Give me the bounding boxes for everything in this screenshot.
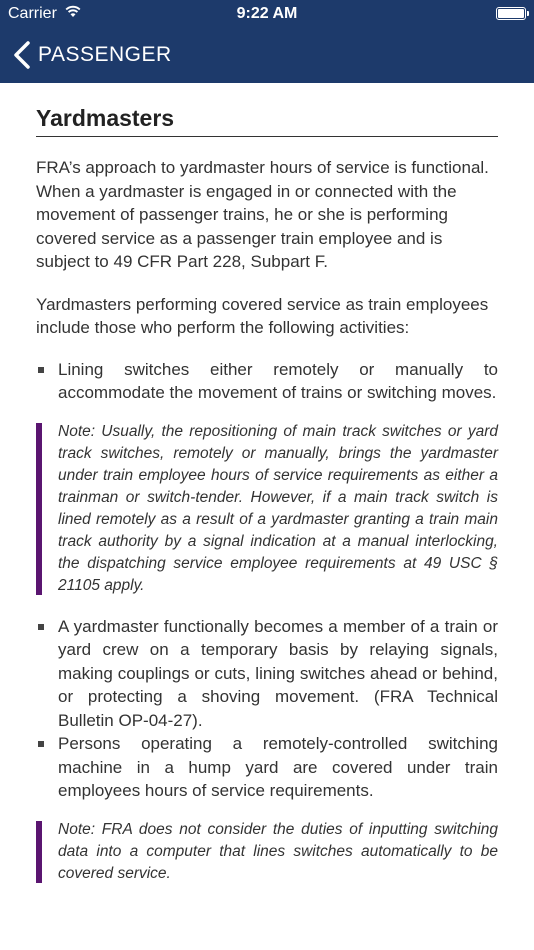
carrier-label: Carrier xyxy=(8,5,57,22)
navigation-bar xyxy=(0,28,534,83)
note-block: Note: FRA does not consider the duties of inputting switching data into a computer that lines switches automatically to be covered service. xyxy=(36,819,498,885)
list-item: Lining switches either remotely or manually to accommodate the movement of trains or switching moves. xyxy=(36,358,498,405)
chevron-left-icon xyxy=(12,40,32,70)
activity-list xyxy=(36,358,498,405)
battery-icon xyxy=(496,7,526,20)
list-item: A yardmaster functionally becomes a member of a train or yard crew on a temporary basis by relaying signals, making couplings or cuts, lining switches ahead or behind, or protecting a shoving movement. (FRA Technical Bulletin OP-04-27). xyxy=(36,615,498,733)
back-button[interactable] xyxy=(12,38,172,72)
section-title: Yardmasters xyxy=(36,105,498,137)
activity-list xyxy=(36,615,498,803)
status-bar xyxy=(0,0,534,28)
lead-paragraph: Yardmasters performing covered service as train employees include those who perform the following activities: xyxy=(36,294,489,337)
clock: 9:22 AM xyxy=(236,5,298,22)
article-content xyxy=(36,83,498,885)
intro-paragraph: FRA’s approach to yardmaster hours of service is functional. When a yardmaster is engaged in or connected with the movement of passenger trains, he or she is performing covered service as a passenger train employee and is subject to 49 CFR Part 228, Subpart F. xyxy=(36,158,489,271)
list-item: Persons operating a remotely-controlled switching machine in a hump yard are covered under train employees hours of service requirements. xyxy=(36,732,498,803)
back-button-label: PASSENGER xyxy=(38,43,172,66)
note-block: Note: Usually, the repositioning of main track switches or yard track switches, remotely or manually, brings the yardmaster under train employee hours of service requirements as either a trainman or switch-tender. However, if a main track switch is lined remotely as a result of a yardmaster granting a train main track authority by a signal indication at a manual interlocking, the dispatching service employee requirements at 49 USC § 21105 apply. xyxy=(36,421,498,597)
